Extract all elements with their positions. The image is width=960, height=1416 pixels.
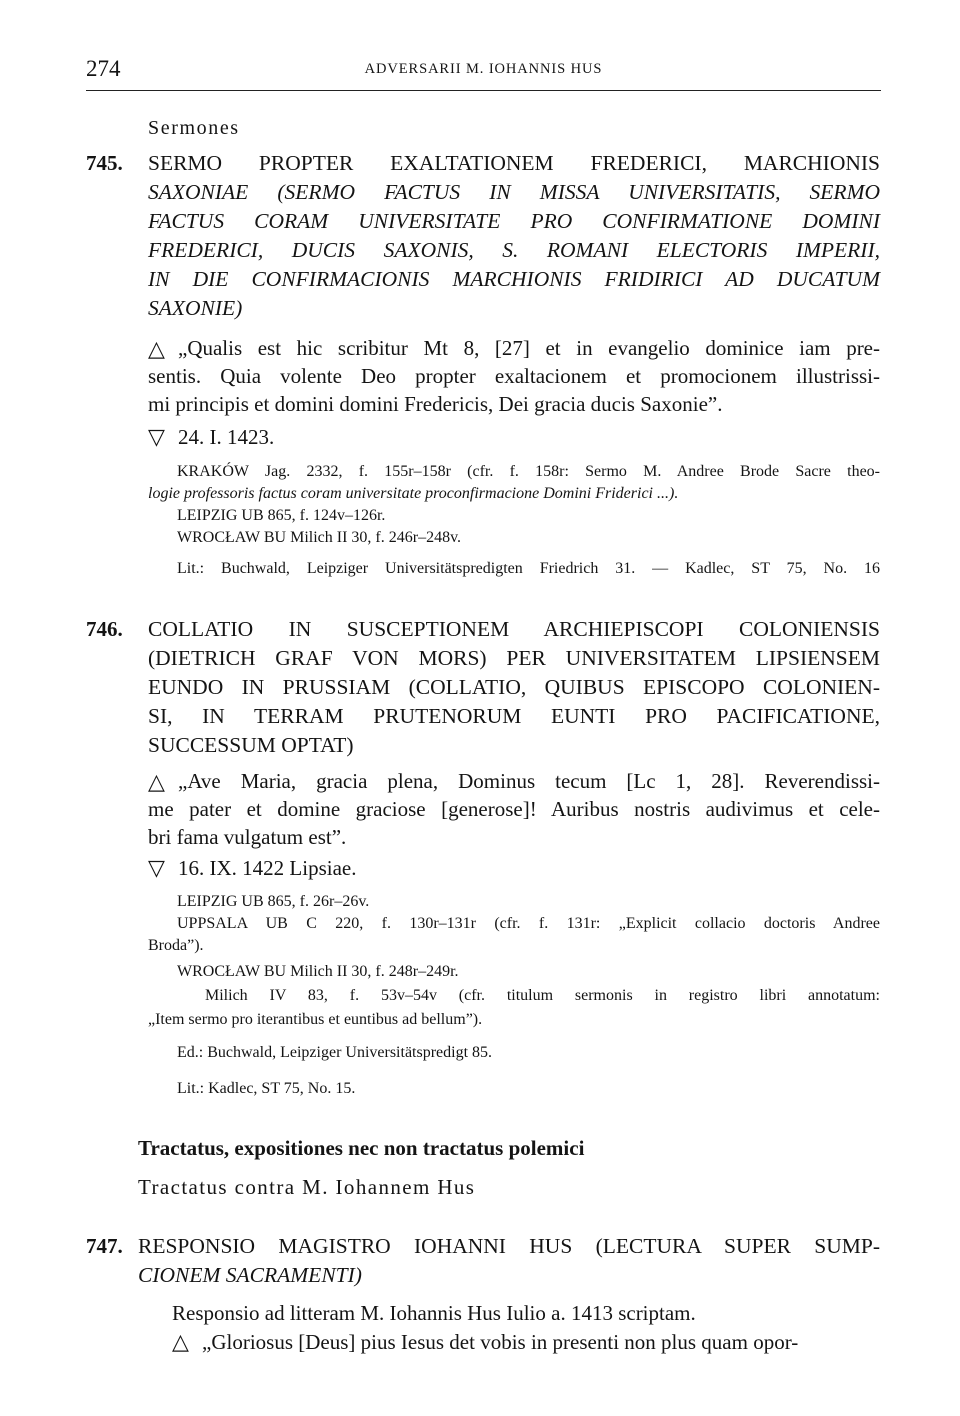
entry-title-line: FREDERICI, DUCIS SAXONIS, S. ROMANI ELECTORIS IMPERII,	[148, 238, 880, 262]
entry-title-line: SI, IN TERRAM PRUTENORUM EUNTI PRO PACIFICATIONE,	[148, 704, 880, 728]
manuscript-line: Milich IV 83, f. 53v–54v (cfr. titulum sermonis in registro libri annotatum:	[205, 987, 880, 1004]
incipit-line: „Gloriosus [Deus] pius Iesus det vobis in presenti non plus quam opor-	[202, 1330, 799, 1354]
entry-number: 745.	[86, 151, 123, 175]
literature-line: Lit.: Buchwald, Leipziger Universitätspredigten Friedrich 31. — Kadlec, ST 75, No. 16	[177, 560, 880, 577]
entry-title-line: EUNDO IN PRUSSIAM (COLLATIO, QUIBUS EPISCOPO COLONIEN-	[148, 675, 880, 699]
incipit-line: „Ave Maria, gracia plena, Dominus tecum [Lc 1, 28]. Reverendissi-	[178, 769, 880, 793]
entry-title-line: (DIETRICH GRAF VON MORS) PER UNIVERSITATEM LIPSIENSEM	[148, 646, 880, 670]
manuscript-line: „Item sermo pro iterantibus et euntibus ad bellum”).	[148, 1011, 483, 1028]
entry-title-line: IN DIE CONFIRMACIONIS MARCHIONIS FRIDIRICI AD DUCATUM	[148, 267, 880, 291]
manuscript-line: WROCŁAW BU Milich II 30, f. 248r–249r.	[177, 963, 459, 980]
triangle-up-icon: △	[148, 336, 165, 361]
incipit-line: me pater et domine graciose [generose]! Auribus nostris audivimus et cele-	[148, 797, 880, 821]
section-heading-tractatus: Tractatus, expositiones nec non tractatus polemici	[138, 1136, 585, 1160]
manuscript-line: LEIPZIG UB 865, f. 124v–126r.	[177, 507, 386, 524]
incipit-line: mi principis et domini domini Fredericis, Dei gracia ducis Saxonie”.	[148, 392, 723, 416]
incipit-line: „Qualis est hic scribitur Mt 8, [27] et in evangelio dominice iam pre-	[178, 336, 880, 360]
entry-number: 747.	[86, 1234, 123, 1258]
entry-title-line: CIONEM SACRAMENTI)	[138, 1263, 362, 1287]
entry-title-line: COLLATIO IN SUSCEPTIONEM ARCHIEPISCOPI COLONIENSIS	[148, 617, 880, 641]
entry-title-line: SAXONIE)	[148, 296, 243, 320]
manuscript-line: WROCŁAW BU Milich II 30, f. 246r–248v.	[177, 529, 462, 546]
entry-note: Responsio ad litteram M. Iohannis Hus Iulio a. 1413 scriptam.	[172, 1301, 696, 1325]
subsection-heading: Tractatus contra M. Iohannem Hus	[138, 1175, 476, 1199]
edition-line: Ed.: Buchwald, Leipziger Universitätspredigt 85.	[177, 1044, 493, 1061]
entry-title-line: SUCCESSUM OPTAT)	[148, 733, 354, 757]
running-head: ADVERSARII M. IOHANNIS HUS	[364, 61, 603, 77]
page-header	[86, 56, 881, 91]
manuscript-line: UPPSALA UB C 220, f. 130r–131r (cfr. f. 131r: „Explicit collacio doctoris Andree	[177, 915, 880, 932]
entry-title-line: SERMO PROPTER EXALTATIONEM FREDERICI, MARCHIONIS	[148, 151, 880, 175]
triangle-down-icon: ▽	[148, 424, 165, 449]
manuscript-line: Broda”).	[148, 937, 204, 954]
entry-title-line: RESPONSIO MAGISTRO IOHANNI HUS (LECTURA SUPER SUMP-	[138, 1234, 880, 1258]
entry-date: 16. IX. 1422 Lipsiae.	[178, 856, 357, 880]
manuscript-line: LEIPZIG UB 865, f. 26r–26v.	[177, 893, 370, 910]
entry-number: 746.	[86, 617, 123, 641]
entry-title-line: FACTUS CORAM UNIVERSITATE PRO CONFIRMATIONE DOMINI	[148, 209, 880, 233]
incipit-line: sentis. Quia volente Deo propter exaltacionem et promocionem illustrissi-	[148, 364, 880, 388]
manuscript-line: KRAKÓW Jag. 2332, f. 155r–158r (cfr. f. 158r: Sermo M. Andree Brode Sacre theo-	[177, 463, 880, 480]
entry-title-line: SAXONIAE (SERMO FACTUS IN MISSA UNIVERSITATIS, SERMO	[148, 180, 880, 204]
entry-date: 24. I. 1423.	[178, 425, 275, 449]
section-label-sermones: Sermones	[148, 117, 240, 139]
manuscript-line: logie professoris factus coram universitate proconfirmacione Domini Friderici ...).	[148, 485, 679, 502]
page-number: 274	[86, 56, 121, 81]
literature-line: Lit.: Kadlec, ST 75, No. 15.	[177, 1080, 356, 1097]
triangle-up-icon: △	[172, 1329, 189, 1354]
incipit-line: bri fama vulgatum est”.	[148, 825, 347, 849]
triangle-down-icon: ▽	[148, 855, 165, 880]
triangle-up-icon: △	[148, 769, 165, 794]
